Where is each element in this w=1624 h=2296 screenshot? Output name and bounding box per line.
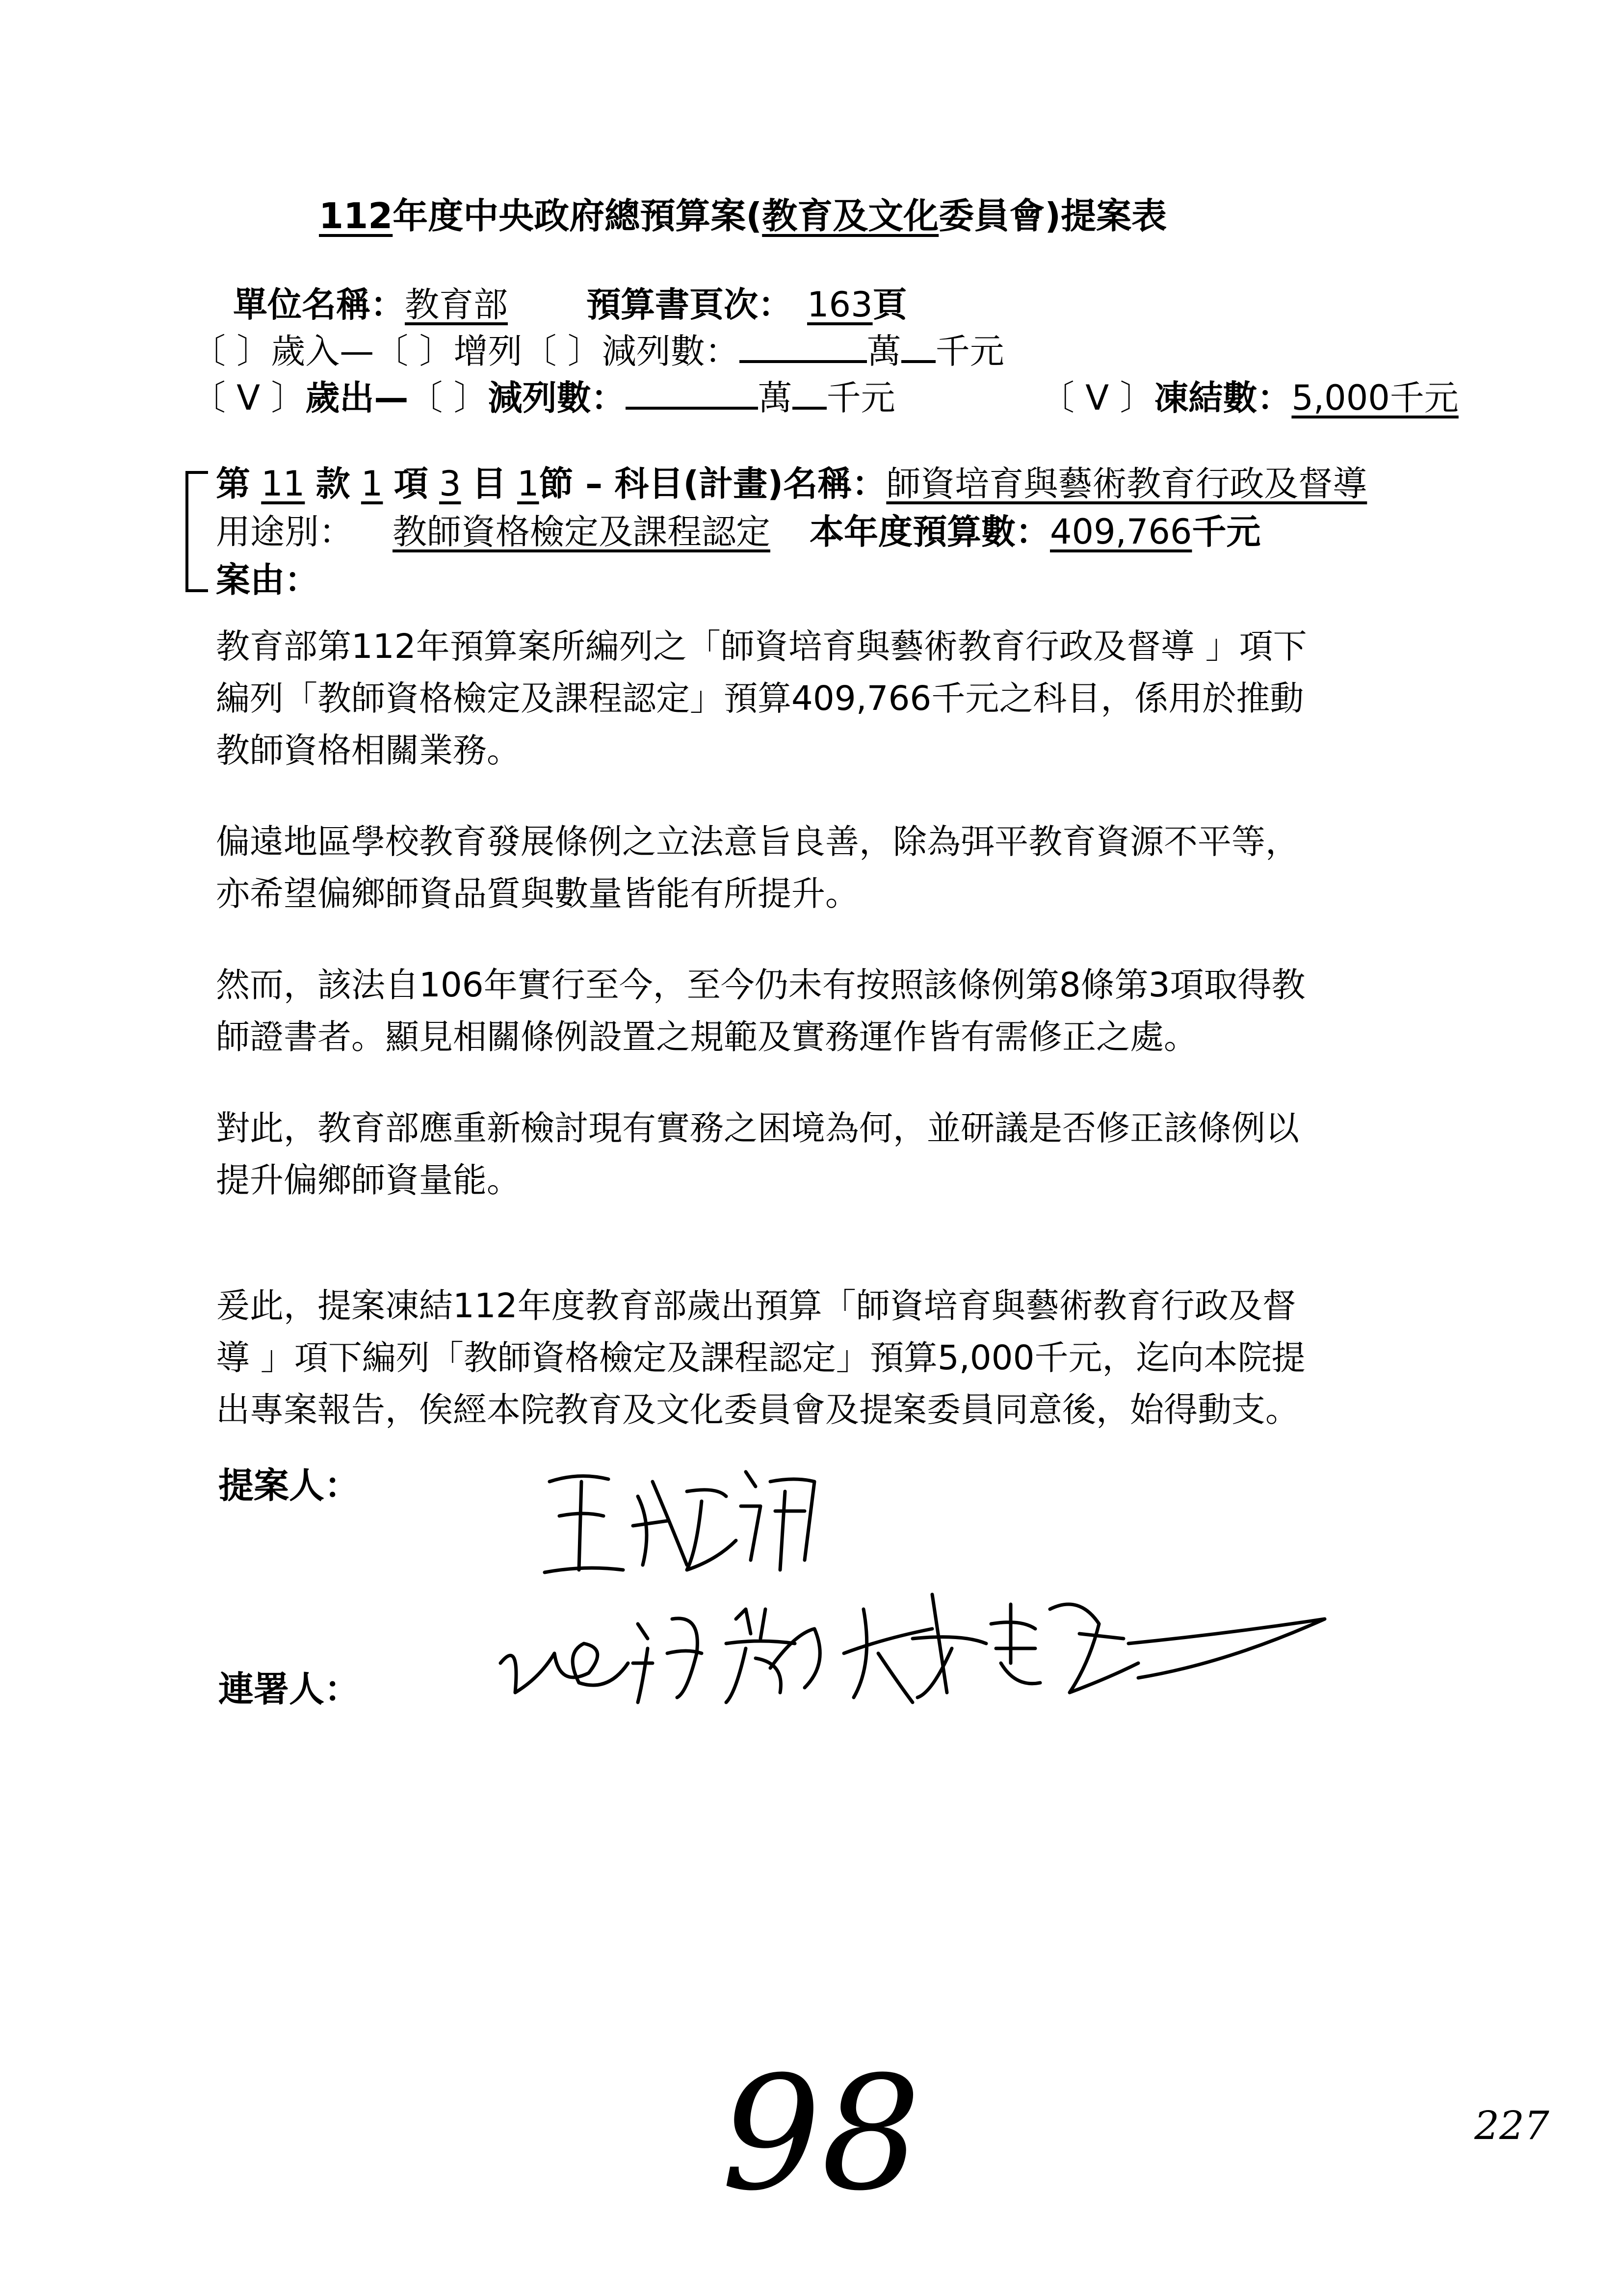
budget-label: 本年度預算數：: [810, 512, 1050, 552]
jie-value: 1: [517, 464, 539, 504]
unit-label: 單位名稱：: [233, 285, 405, 325]
expense-wan: 萬: [758, 378, 792, 418]
paragraph-4: 對此，教育部應重新檢討現有實務之困境為何，並研議是否修正該條例以 提升偏鄉師資量能。: [216, 1109, 1299, 1200]
income-row: [191, 324, 1004, 373]
expense-row: [191, 370, 895, 420]
corner-number-text: 227: [1474, 2103, 1549, 2148]
freeze-check: 〔 V 〕: [1040, 378, 1154, 418]
kuan-value: 11: [261, 464, 305, 504]
form-title: [319, 187, 1167, 238]
subject-row: [191, 456, 1367, 504]
title-post: 委員會)提案表: [939, 195, 1167, 236]
page-number-text: 98: [721, 2051, 921, 2225]
freeze-value: 5,000千元: [1291, 378, 1459, 418]
kuan-label: 第: [216, 464, 250, 504]
mu-suffix: 目: [471, 464, 506, 504]
reason-body: [216, 621, 1457, 1475]
expense-mid: 〔 〕: [408, 378, 488, 418]
budget-unit: 千元: [1192, 512, 1261, 552]
income-label: 〔 〕歲入—〔 〕增列〔 〕減列數：: [191, 331, 739, 371]
jie-suffix: 節 – 科目(計畫)名稱：: [539, 464, 887, 504]
paragraph-2: 偏遠地區學校教育發展條例之立法意旨良善，除為弭平教育資源不平等， 亦希望偏鄉師資品質與數量皆能有所提升。: [216, 822, 1299, 913]
page-suffix: 頁: [872, 285, 907, 325]
kuan-suffix: 款: [315, 464, 350, 504]
use-row: [191, 504, 1367, 552]
page-number: [716, 2051, 922, 2237]
paragraph-3: 然而，該法自106年實行至今，至今仍未有按照該條例第8條第3項取得教 師證書者。顯見相關條例設置之規範及實務運作皆有需修正之處。: [216, 965, 1306, 1057]
corner-number: [1472, 2095, 1570, 2154]
budget-value: 409,766: [1050, 512, 1192, 552]
income-wan: 萬: [866, 331, 901, 371]
subject-value: 師資培育與藝術教育行政及督導: [886, 464, 1367, 504]
use-value: 教師資格檢定及課程認定: [393, 512, 770, 552]
xiang-suffix: 項: [393, 464, 428, 504]
income-qian: 千元: [935, 331, 1004, 371]
page-label: 預算書頁次：: [586, 285, 792, 325]
expense-cut-label: 減列數：: [488, 378, 626, 418]
reason-row: [191, 552, 1367, 600]
paragraph-1: 教育部第112年預算案所編列之「師資培育與藝術教育行政及督導 」項下 編列「教師資格檢定及課程認定」預算409,766千元之科目，係用於推動 教師資格相關業務。: [216, 627, 1307, 770]
page-value: 163: [807, 285, 873, 325]
title-pre: 年度中央政府總預算案(: [393, 195, 762, 236]
cosigner-label: 連署人：: [218, 1669, 360, 1710]
use-label: 用途別：: [216, 512, 353, 552]
reason-label: 案由：: [216, 560, 319, 600]
cosigner-signature: [491, 1565, 1482, 1732]
title-year: 112: [319, 195, 393, 236]
freeze-label: 凍結數：: [1154, 378, 1292, 418]
expense-label: 歲出—: [305, 378, 409, 418]
mu-value: 3: [439, 464, 461, 504]
section-block: [191, 456, 1367, 600]
expense-qian: 千元: [826, 378, 895, 418]
expense-check: 〔 V 〕: [191, 378, 306, 418]
xiang-value: 1: [361, 464, 383, 504]
proposer-label: 提案人：: [218, 1465, 360, 1506]
freeze-row: [1040, 370, 1459, 420]
unit-value: 教育部: [405, 285, 508, 325]
title-committee: 教育及文化: [762, 195, 939, 236]
paragraph-5: 爰此，提案凍結112年度教育部歲出預算「師資培育與藝術教育行政及督 導 」項下編列「教師資格檢定及課程認定」預算5,000千元，迄向本院提 出專案報告，俟經本院教育及文化委員會及提案委員同意後，始得動支。: [216, 1286, 1306, 1430]
unit-row: [233, 277, 907, 327]
